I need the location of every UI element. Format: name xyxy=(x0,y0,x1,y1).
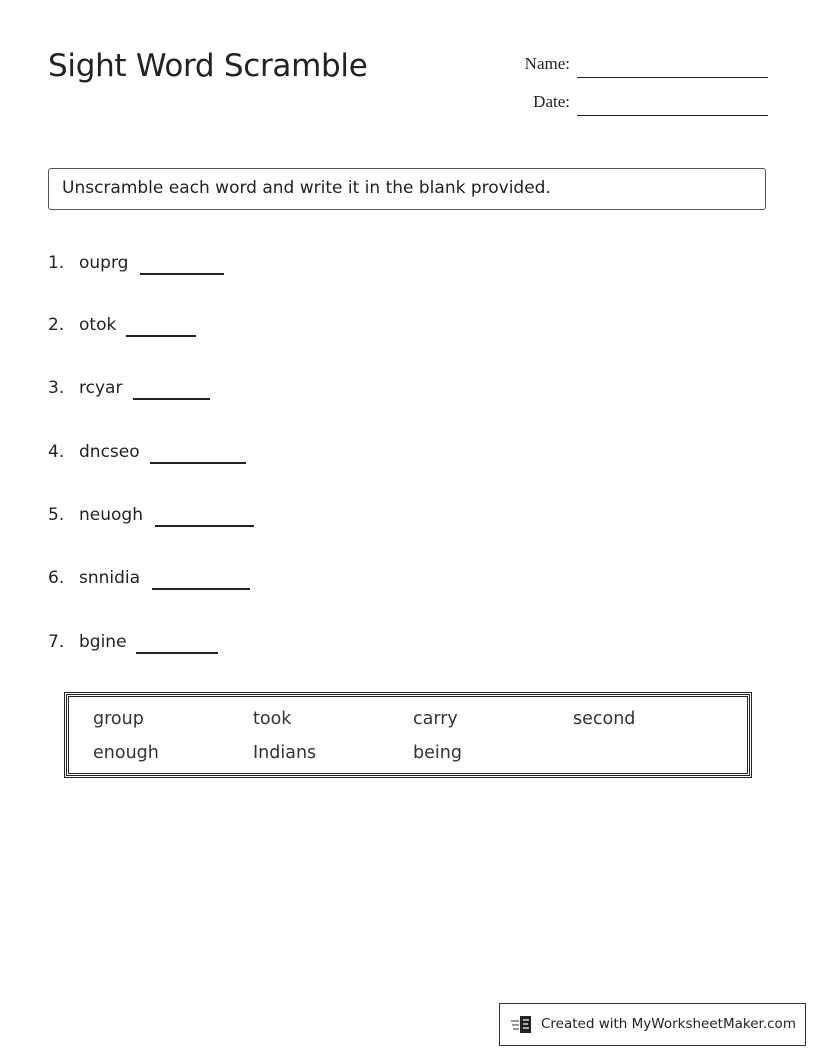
scrambled-word: rcyar xyxy=(79,378,123,398)
question-number: 5. xyxy=(48,505,65,525)
date-line[interactable] xyxy=(577,115,768,116)
worksheet-maker-logo-icon xyxy=(511,1015,533,1035)
answer-blank[interactable] xyxy=(140,253,224,275)
answer-blank[interactable] xyxy=(150,442,246,464)
answer-blank[interactable] xyxy=(133,378,210,400)
answer-blank[interactable] xyxy=(155,505,254,527)
name-field[interactable] xyxy=(500,48,768,78)
scrambled-word: snnidia xyxy=(79,568,141,588)
word-bank-item: carry xyxy=(413,709,458,729)
answer-blank[interactable] xyxy=(126,315,196,337)
question-number: 3. xyxy=(48,378,65,398)
question-number: 7. xyxy=(48,632,65,652)
answer-blank[interactable] xyxy=(136,632,218,654)
scrambled-word: ouprg xyxy=(79,253,129,273)
word-bank-item: enough xyxy=(93,743,159,763)
date-field[interactable] xyxy=(500,86,768,116)
scrambled-word: dncseo xyxy=(79,442,140,462)
word-bank-item: took xyxy=(253,709,292,729)
badge-text[interactable]: Created with MyWorksheetMaker.com xyxy=(541,1016,796,1032)
scrambled-word: neuogh xyxy=(79,505,143,525)
word-bank-item: being xyxy=(413,743,462,763)
answer-blank[interactable] xyxy=(152,568,250,590)
word-bank-item: Indians xyxy=(253,743,317,763)
question-number: 2. xyxy=(48,315,65,335)
question-number: 6. xyxy=(48,568,65,588)
word-bank-item: group xyxy=(93,709,144,729)
word-bank-item: second xyxy=(573,709,636,729)
question-number: 1. xyxy=(48,253,65,273)
name-label: Name: xyxy=(524,54,570,73)
instructions-box: Unscramble each word and write it in the blank provided. xyxy=(48,168,766,210)
word-bank xyxy=(64,692,752,778)
question-number: 4. xyxy=(48,442,65,462)
created-with-badge[interactable] xyxy=(499,1003,806,1046)
scrambled-word: bgine xyxy=(79,632,127,652)
date-label: Date: xyxy=(533,92,570,111)
page-title: Sight Word Scramble xyxy=(48,48,368,84)
scrambled-word: otok xyxy=(79,315,117,335)
name-line[interactable] xyxy=(577,77,768,78)
